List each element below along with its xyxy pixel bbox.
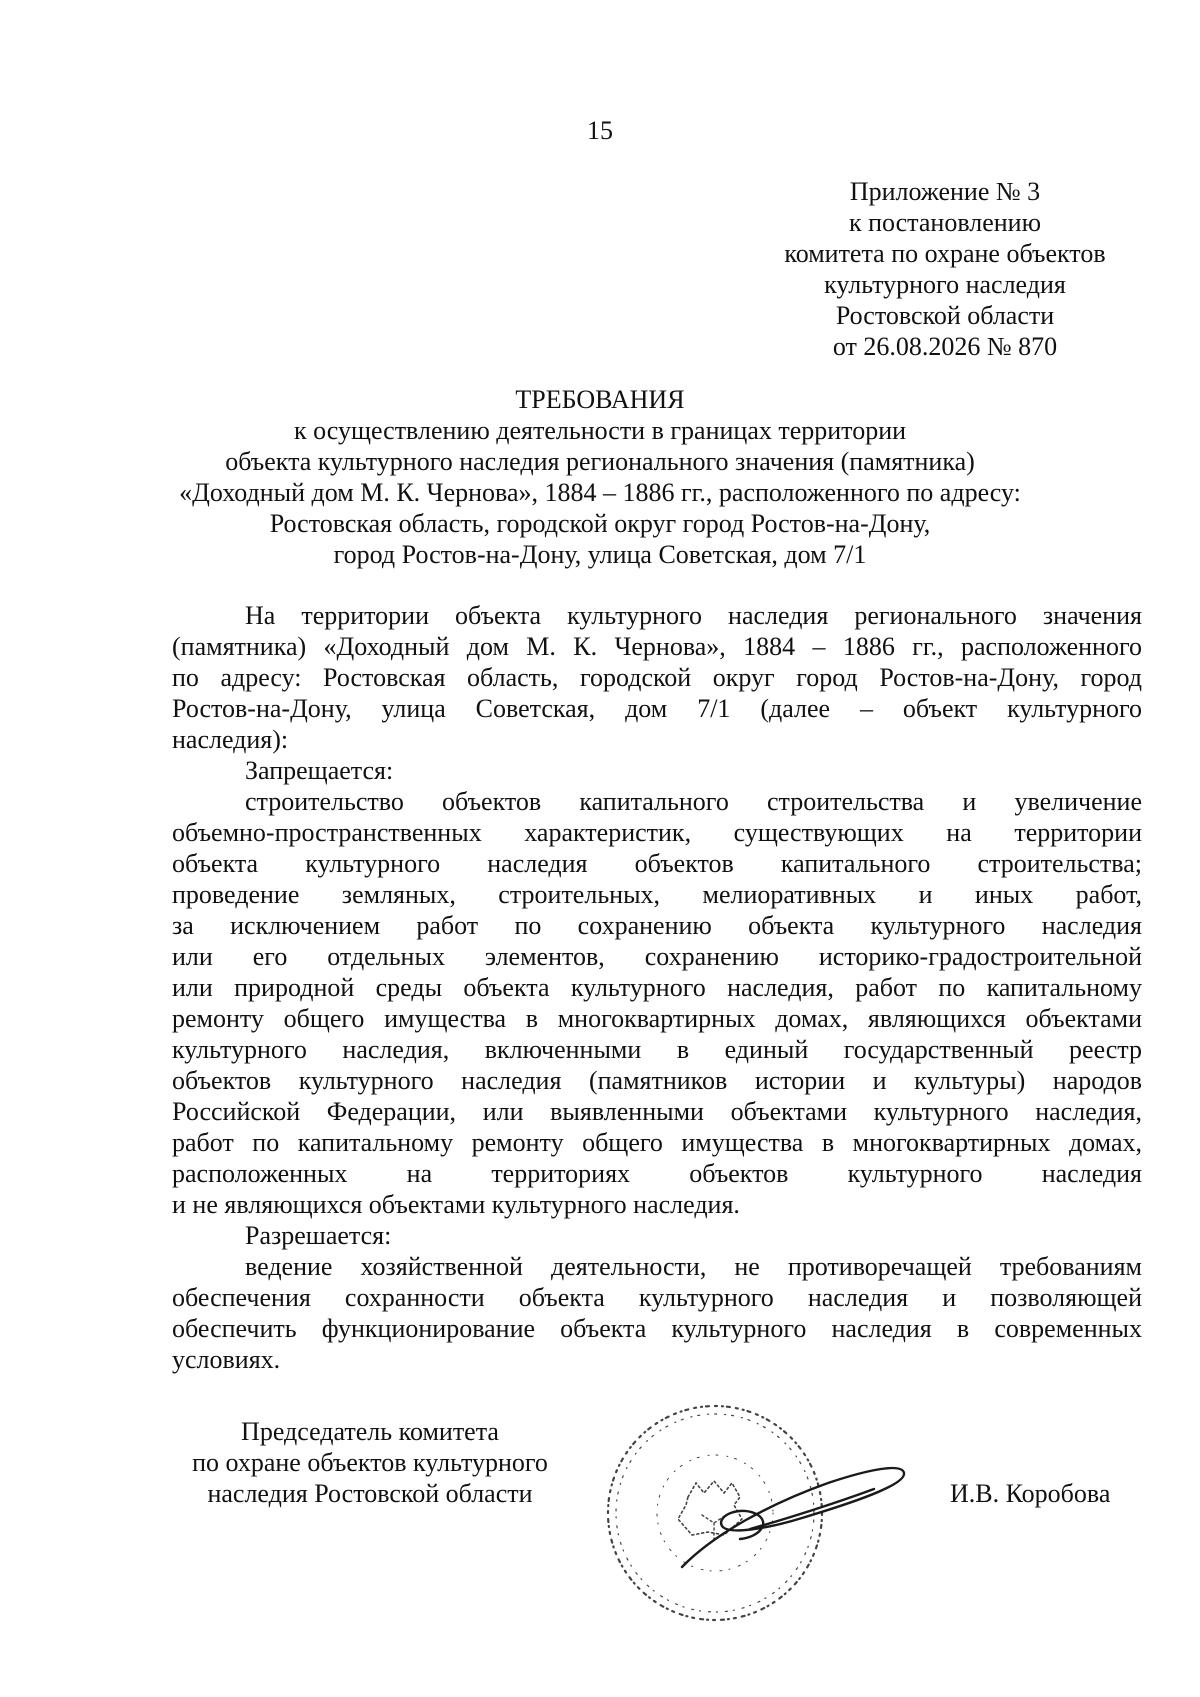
signatory-title-line: наследия Ростовской области	[207, 1479, 533, 1508]
body-line: и не являющихся объектами культурного наследия.	[172, 1190, 740, 1219]
body-line: условиях.	[172, 1345, 281, 1374]
seal-icon	[608, 1406, 822, 1620]
body-line: объектов культурного наследия (памятников истории и культуры) народов	[172, 1066, 1142, 1095]
subtitle-line: город Ростов-на-Дону, улица Советская, дом 7/1	[333, 540, 867, 569]
appendix-line: к постановлению	[848, 208, 1042, 237]
subtitle-line: Ростовская область, городской округ город Ростов-на-Дону,	[269, 509, 931, 538]
subtitle-line: к осуществлению деятельности в границах территории	[293, 416, 907, 445]
body-line: объекта культурного наследия объектов капитального строительства;	[172, 849, 1142, 878]
body-line: по адресу: Ростовская область, городской округ город Ростов-на-Дону, город	[172, 663, 1142, 692]
signatory-name: И.В. Коробова	[950, 1479, 1111, 1508]
appendix-line: от 26.08.2026 № 870	[832, 332, 1058, 361]
body-line: или его отдельных элементов, сохранению историко-градостроительной	[172, 942, 1142, 971]
body-line: На территории объекта культурного наследия регионального значения	[245, 601, 1142, 630]
signatory-title-line: по охране объектов культурного	[192, 1448, 548, 1477]
page-number: 15	[587, 116, 613, 145]
appendix-line: Приложение № 3	[849, 177, 1041, 206]
body-line: строительство объектов капитального строительства и увеличение	[245, 787, 1142, 816]
document-title: ТРЕБОВАНИЯ	[515, 385, 685, 414]
body-line: Запрещается:	[245, 756, 394, 785]
body-line: обеспечения сохранности объекта культурного наследия и позволяющей	[172, 1283, 1142, 1312]
body-line: Разрешается:	[245, 1221, 392, 1250]
body-line: (памятника) «Доходный дом М. К. Чернова», 1884 – 1886 гг., расположенного	[172, 632, 1142, 661]
body-line: культурного наследия, включенными в единый государственный реестр	[172, 1035, 1142, 1064]
signatory-title	[160, 1416, 580, 1509]
document-body	[172, 600, 1142, 1375]
body-line: работ по капитальному ремонту общего имущества в многоквартирных домах,	[172, 1128, 1142, 1157]
body-line: наследия):	[172, 725, 289, 754]
appendix-header	[745, 176, 1145, 362]
document-title-block	[0, 384, 1200, 570]
body-line: обеспечить функционирование объекта культурного наследия в современных	[172, 1314, 1142, 1343]
body-line: ремонту общего имущества в многоквартирных домах, являющихся объектами	[172, 1004, 1142, 1033]
body-line: расположенных на территориях объектов культурного наследия	[172, 1159, 1142, 1188]
official-seal-and-signature	[590, 1385, 930, 1635]
appendix-line: Ростовской области	[835, 301, 1055, 330]
body-line: проведение земляных, строительных, мелиоративных и иных работ,	[172, 880, 1142, 909]
body-line: ведение хозяйственной деятельности, не противоречащей требованиям	[245, 1252, 1142, 1281]
body-line: Ростов-на-Дону, улица Советская, дом 7/1 (далее – объект культурного	[172, 694, 1142, 723]
body-line: объемно-пространственных характеристик, существующих на территории	[172, 818, 1142, 847]
body-line: Российской Федерации, или выявленными объектами культурного наследия,	[172, 1097, 1142, 1126]
signatory-title-line: Председатель комитета	[241, 1417, 499, 1446]
body-line: за исключением работ по сохранению объекта культурного наследия	[172, 911, 1142, 940]
appendix-line: комитета по охране объектов	[784, 239, 1106, 268]
subtitle-line: объекта культурного наследия регионального значения (памятника)	[225, 447, 975, 476]
appendix-line: культурного наследия	[824, 270, 1066, 299]
body-line: или природной среды объекта культурного наследия, работ по капитальному	[172, 973, 1142, 1002]
subtitle-line: «Доходный дом М. К. Чернова», 1884 – 1886 гг., расположенного по адресу:	[179, 478, 1021, 507]
